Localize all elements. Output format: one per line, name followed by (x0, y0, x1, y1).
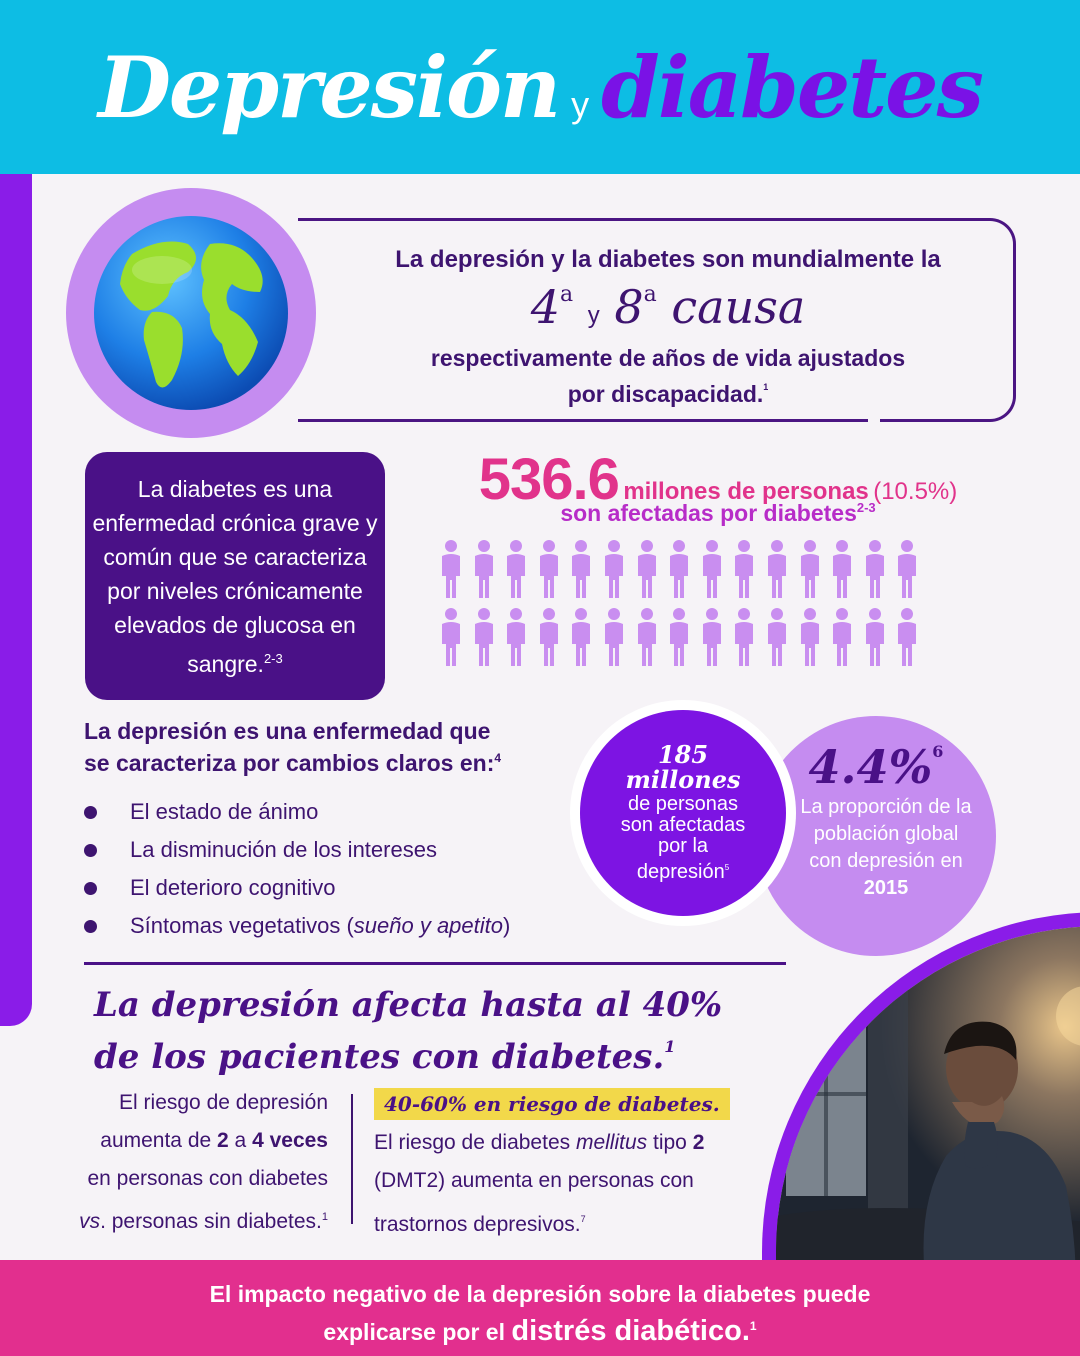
sad-man-illustration (776, 926, 1080, 1272)
depression-symptom-list (84, 796, 510, 948)
risk-dep-line2a: aumenta de (100, 1129, 218, 1152)
diabetes-stat-unit: millones de personas (623, 478, 869, 505)
depression-stat-ref: 5 (724, 863, 730, 872)
person-icon (538, 540, 560, 600)
risk-dep-line2b: 2 (217, 1129, 229, 1152)
person-icon (896, 540, 918, 600)
list-item (84, 872, 510, 910)
page-title (0, 38, 1080, 137)
person-icon (733, 608, 755, 668)
person-icon (570, 540, 592, 600)
diabetes-stat-number: 536.6 (478, 447, 619, 512)
list-item-text: El deterioro cognitivo (130, 875, 336, 900)
ranking-ref: 1 (763, 382, 769, 392)
diabetes-definition-card (85, 452, 385, 700)
rank-word: causa (671, 280, 806, 334)
person-icon (570, 608, 592, 668)
depression-stat-number-text: 185 (657, 740, 709, 769)
risk-diab-line1b: mellitus (575, 1131, 648, 1154)
person-icon (766, 540, 788, 600)
header-banner (0, 0, 1080, 174)
ranking-detail (300, 344, 1036, 409)
person-icon (799, 540, 821, 600)
risk-diab-line3: trastornos depresivos. (374, 1213, 581, 1236)
person-icon (473, 540, 495, 600)
person-icon (733, 540, 755, 600)
person-icon (864, 540, 886, 600)
person-icon (603, 540, 625, 600)
diabetes-risk-highlight: 40-60% en riesgo de diabetes. (374, 1088, 730, 1120)
person-icon (440, 540, 462, 600)
person-icon (766, 608, 788, 668)
list-item-text: Síntomas vegetativos ( (130, 913, 354, 938)
risk-dep-line2c: a (228, 1129, 253, 1152)
footer-line1: El impacto negativo de la depresión sobre la diabetes puede (209, 1281, 871, 1307)
title-depresion: Depresión (98, 38, 560, 137)
person-icon (538, 608, 560, 668)
list-item-after: ) (503, 913, 511, 938)
person-icon (864, 608, 886, 668)
depression-stat-unit: millones (625, 765, 741, 794)
left-accent-bar (0, 174, 32, 1026)
risk-diab-ref: 7 (580, 1214, 586, 1224)
footer-line2a: explicarse por el (323, 1319, 512, 1345)
person-icon (505, 540, 527, 600)
person-icon (440, 608, 462, 668)
rank-8-suffix: a (643, 282, 657, 307)
list-item-italic: sueño y apetito (353, 913, 504, 938)
footer-emphasis: distrés diabético. (511, 1315, 750, 1347)
footer-line2 (0, 1310, 1080, 1348)
globe-icon (92, 214, 290, 412)
bullet-icon (84, 844, 97, 857)
bullet-icon (84, 920, 97, 933)
diabetes-definition-ref: 2-3 (263, 651, 283, 666)
depression-definition-ref: 4 (494, 751, 502, 765)
proportion-year: 2015 (863, 877, 909, 899)
proportion-caption-text: La proporción de la población global con depresión en (800, 796, 972, 872)
title-diabetes: diabetes (601, 38, 982, 137)
proportion-value-text: 4.4% (808, 740, 933, 794)
depression-stat-ring (570, 700, 796, 926)
person-icon (701, 608, 723, 668)
person-icon (668, 540, 690, 600)
depression-stat-number (580, 742, 786, 792)
risk-dep-line1: El riesgo de depresión (119, 1091, 328, 1114)
list-item-text: La disminución de los intereses (130, 837, 437, 862)
list-item (84, 910, 510, 948)
diabetes-stat-subtitle-text: son afectadas por diabetes (560, 500, 857, 526)
diabetes-stat-percent: (10.5%) (873, 478, 958, 505)
person-icon (636, 540, 658, 600)
depression-definition-heading (84, 718, 501, 777)
depression-stat-caption-3: por la (657, 835, 709, 857)
person-icon (473, 608, 495, 668)
footer-ref: 1 (749, 1319, 757, 1333)
risk-divider (351, 1094, 353, 1224)
risk-dep-line4b: . personas sin diabetes. (100, 1210, 322, 1233)
depression-stat-caption-2: son afectadas (620, 814, 746, 836)
person-icon (668, 608, 690, 668)
rank-4-suffix: a (560, 282, 574, 307)
person-icon (505, 608, 527, 668)
person-icon (603, 608, 625, 668)
risk-dep-line2d: 4 veces (252, 1129, 328, 1152)
risk-dep-line3: en personas con diabetes (87, 1167, 328, 1190)
depression-stat-caption-4: depresión (636, 861, 725, 883)
quote-ref: 1 (664, 1037, 676, 1056)
risk-dep-ref: 1 (321, 1211, 328, 1223)
ranking-detail-line1: respectivamente de años de vida ajustados (430, 345, 906, 371)
depression-definition-line1: La depresión es una enfermedad que (84, 718, 491, 744)
person-icon (831, 608, 853, 668)
list-item (84, 834, 510, 872)
ranking-intro: La depresión y la diabetes son mundialmente la (395, 246, 941, 273)
bullet-icon (84, 806, 97, 819)
list-item-text: El estado de ánimo (130, 799, 319, 824)
risk-diab-line1a: El riesgo de diabetes (374, 1131, 576, 1154)
diabetes-definition-text: La diabetes es una enfermedad crónica grave y común que se caracteriza por niveles crónicamente elevados de glucosa en sangre. (92, 476, 378, 677)
rank-8: 8 (614, 280, 644, 334)
diabetes-stat-subtitle (400, 500, 1036, 527)
person-icon (831, 540, 853, 600)
rank-connector: y (587, 302, 600, 329)
section-divider (84, 962, 786, 965)
person-icon (896, 608, 918, 668)
risk-dep-line4a: vs (79, 1210, 101, 1233)
risk-diab-line2: (DMT2) aumenta en personas con (374, 1169, 694, 1192)
bullet-icon (84, 882, 97, 895)
ranking-frame-gap (868, 414, 880, 428)
proportion-caption (796, 794, 976, 902)
depression-prevalence-quote (94, 984, 722, 1078)
rank-4: 4 (530, 280, 560, 334)
diabetes-stat-ref: 2-3 (856, 500, 876, 515)
footer-banner (0, 1260, 1080, 1356)
person-icon (701, 540, 723, 600)
person-icon (799, 608, 821, 668)
ranking-causes (300, 280, 1036, 334)
diabetes-risk-text (374, 1124, 754, 1244)
depression-stat-caption (580, 794, 786, 883)
quote-line2: de los pacientes con diabetes. (94, 1037, 665, 1077)
globe-badge (66, 188, 316, 438)
depression-stat-circle (580, 710, 786, 916)
depression-stat-caption-1: de personas (627, 793, 739, 815)
depression-risk-text (40, 1084, 328, 1241)
title-connector: y (571, 84, 590, 125)
quote-line1: La depresión afecta hasta al 40% (94, 985, 723, 1025)
list-item (84, 796, 510, 834)
proportion-ref: 6 (932, 742, 944, 761)
depression-definition-line2: se caracteriza por cambios claros en: (84, 750, 495, 776)
sad-man-photo (762, 912, 1080, 1272)
risk-diab-line1c: tipo (647, 1131, 693, 1154)
person-icon (636, 608, 658, 668)
risk-diab-line1d: 2 (692, 1131, 705, 1154)
ranking-detail-line2: por discapacidad. (567, 381, 764, 407)
